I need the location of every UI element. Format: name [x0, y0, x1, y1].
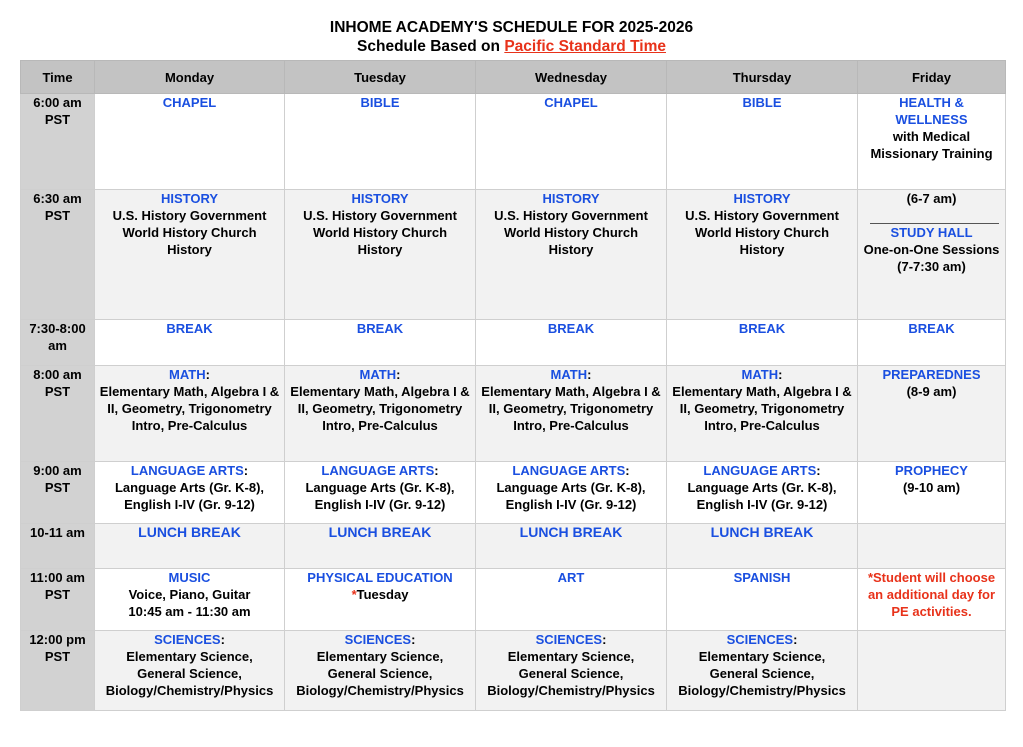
cell-break: BREAK	[95, 320, 285, 366]
cell-title: SCIENCES	[535, 632, 603, 647]
pe-day: Tuesday	[356, 587, 409, 602]
cell-lunch: LUNCH BREAK	[285, 524, 476, 569]
cell-desc: Language Arts (Gr. K-8),	[496, 480, 646, 495]
cell-sciences: SCIENCES: Elementary Science, General Science, Biology/Chemistry/Physics	[285, 631, 476, 711]
cell-desc: Elementary Science,	[698, 649, 826, 664]
subtitle-prefix: Schedule Based on	[357, 38, 505, 55]
cell-math: MATH: Elementary Math, Algebra I & II, Geometry, Trigonometry Intro, Pre-Calculus	[476, 366, 667, 462]
cell-sciences: SCIENCES: Elementary Science, General Science, Biology/Chemistry/Physics	[476, 631, 667, 711]
cell-title: HISTORY	[733, 191, 791, 206]
cell-desc: General Science,	[137, 666, 242, 681]
cell-chapel: CHAPEL	[95, 94, 285, 190]
cell-math: MATH: Elementary Math, Algebra I & II, Geometry, Trigonometry Intro, Pre-Calculus	[667, 366, 858, 462]
cell-desc: U.S. History Government World History Church History	[494, 208, 648, 257]
cell-title: MATH	[359, 367, 397, 382]
cell-desc: One-on-One Sessions	[863, 242, 1000, 257]
cell-desc: Elementary Science,	[507, 649, 635, 664]
cell-physical-education	[285, 569, 476, 631]
cell-title: HISTORY	[351, 191, 409, 206]
cell-title: HEALTH & WELLNESS	[895, 95, 968, 127]
header-wednesday: Wednesday	[476, 61, 667, 94]
cell-math: MATH: Elementary Math, Algebra I & II, Geometry, Trigonometry Intro, Pre-Calculus	[285, 366, 476, 462]
cell-title: LANGUAGE ARTS	[512, 463, 626, 478]
time-cell: 10-11 am	[21, 524, 95, 569]
cell-break: BREAK	[285, 320, 476, 366]
cell-prophecy	[858, 462, 1006, 524]
cell-break: BREAK	[858, 320, 1006, 366]
cell-history	[476, 190, 667, 320]
cell-preparedness	[858, 366, 1006, 462]
cell-chapel: CHAPEL	[476, 94, 667, 190]
cell-title: SCIENCES	[344, 632, 412, 647]
pacific-time-link[interactable]: Pacific Standard Time	[504, 38, 666, 55]
cell-lunch: LUNCH BREAK	[476, 524, 667, 569]
cell-music	[95, 569, 285, 631]
cell-title: LANGUAGE ARTS	[703, 463, 817, 478]
cell-title: MATH	[169, 367, 206, 382]
cell-desc: General Science,	[327, 666, 433, 681]
cell-desc: U.S. History Government World History Church History	[112, 208, 267, 257]
cell-title: PREPAREDNES	[882, 367, 981, 382]
cell-sciences: SCIENCES: Elementary Science, General Science, Biology/Chemistry/Physics	[667, 631, 858, 711]
page-subtitle	[0, 37, 1023, 56]
cell-desc: Biology/Chemistry/Physics	[678, 683, 846, 698]
cell-title: STUDY HALL	[890, 225, 973, 240]
cell-desc: English I-IV (Gr. 9-12)	[505, 497, 637, 512]
header-row	[21, 61, 1006, 94]
cell-break: BREAK	[476, 320, 667, 366]
cell-title: LANGUAGE ARTS	[130, 463, 244, 478]
cell-desc: with Medical Missionary Training	[870, 129, 993, 161]
cell-desc: U.S. History Government World History Church History	[685, 208, 839, 257]
cell-desc	[289, 586, 471, 603]
cell-title: MUSIC	[168, 570, 211, 585]
header-tuesday: Tuesday	[285, 61, 476, 94]
page-title: INHOME ACADEMY'S SCHEDULE FOR 2025-2026	[329, 19, 694, 36]
header-time: Time	[21, 61, 95, 94]
time-cell: 8:00 am PST	[21, 366, 95, 462]
cell-desc: Elementary Math, Algebra I & II, Geometry, Trigonometry Intro, Pre-Calculus	[99, 384, 280, 433]
time-cell: 12:00 pm PST	[21, 631, 95, 711]
cell-history	[95, 190, 285, 320]
cell-art: ART	[476, 569, 667, 631]
cell-title: MATH	[550, 367, 588, 382]
cell-desc: Elementary Math, Algebra I & II, Geometry, Trigonometry Intro, Pre-Calculus	[672, 384, 852, 433]
table-row	[21, 524, 1006, 569]
cell-desc: Language Arts (Gr. K-8),	[687, 480, 837, 495]
time-cell: 7:30-8:00 am	[21, 320, 95, 366]
cell-desc: Voice, Piano, Guitar	[128, 587, 251, 602]
cell-language-arts: LANGUAGE ARTS: Language Arts (Gr. K-8), English I-IV (Gr. 9-12)	[476, 462, 667, 524]
cell-title: HISTORY	[542, 191, 600, 206]
cell-time: (7-7:30 am)	[897, 259, 966, 274]
table-row	[21, 320, 1006, 366]
cell-desc: Elementary Math, Algebra I & II, Geometry, Trigonometry Intro, Pre-Calculus	[290, 384, 470, 433]
time-cell: 9:00 am PST	[21, 462, 95, 524]
cell-time: (6-7 am)	[906, 191, 957, 206]
table-row	[21, 366, 1006, 462]
cell-desc: U.S. History Government World History Church History	[303, 208, 457, 257]
time-cell: 6:30 am PST	[21, 190, 95, 320]
cell-desc: Elementary Science,	[316, 649, 444, 664]
cell-desc: Language Arts (Gr. K-8),	[305, 480, 455, 495]
cell-desc: General Science,	[709, 666, 815, 681]
cell-desc: Biology/Chemistry/Physics	[105, 683, 274, 698]
table-row	[21, 462, 1006, 524]
cell-desc: English I-IV (Gr. 9-12)	[124, 497, 255, 512]
table-row	[21, 569, 1006, 631]
cell-desc: English I-IV (Gr. 9-12)	[696, 497, 828, 512]
cell-language-arts: LANGUAGE ARTS: Language Arts (Gr. K-8), English I-IV (Gr. 9-12)	[667, 462, 858, 524]
table-row	[21, 631, 1006, 711]
cell-break: BREAK	[667, 320, 858, 366]
header-thursday: Thursday	[667, 61, 858, 94]
cell-bible: BIBLE	[667, 94, 858, 190]
cell-spanish: SPANISH	[667, 569, 858, 631]
cell-title: HISTORY	[160, 191, 219, 206]
cell-desc: General Science,	[518, 666, 624, 681]
table-row	[21, 190, 1006, 320]
cell-title: PROPHECY	[895, 463, 968, 478]
cell-time: 10:45 am - 11:30 am	[128, 604, 251, 619]
cell-time: (8-9 am)	[906, 384, 957, 399]
page-header	[0, 0, 1023, 60]
cell-desc: Biology/Chemistry/Physics	[487, 683, 655, 698]
cell-bible: BIBLE	[285, 94, 476, 190]
cell-language-arts: LANGUAGE ARTS: Language Arts (Gr. K-8), English I-IV (Gr. 9-12)	[285, 462, 476, 524]
cell-math: MATH: Elementary Math, Algebra I & II, Geometry, Trigonometry Intro, Pre-Calculus	[95, 366, 285, 462]
cell-desc: Elementary Science,	[126, 649, 253, 664]
cell-study-hall	[858, 190, 1006, 320]
cell-empty	[858, 524, 1006, 569]
cell-sciences: SCIENCES: Elementary Science, General Science, Biology/Chemistry/Physics	[95, 631, 285, 711]
cell-title: SCIENCES	[726, 632, 794, 647]
time-cell: 11:00 am PST	[21, 569, 95, 631]
table-row	[21, 94, 1006, 190]
cell-desc: Elementary Math, Algebra I & II, Geometry, Trigonometry Intro, Pre-Calculus	[481, 384, 661, 433]
cell-history	[667, 190, 858, 320]
time-cell: 6:00 am PST	[21, 94, 95, 190]
cell-desc: Language Arts (Gr. K-8),	[114, 480, 265, 495]
cell-time: (9-10 am)	[902, 480, 961, 495]
cell-pe-note: *Student will choose an additional day for PE activities.	[858, 569, 1006, 631]
header-friday: Friday	[858, 61, 1006, 94]
asterisk: *	[351, 587, 357, 602]
cell-desc: Biology/Chemistry/Physics	[296, 683, 464, 698]
cell-desc: English I-IV (Gr. 9-12)	[314, 497, 446, 512]
schedule-table	[20, 60, 1006, 711]
cell-history	[285, 190, 476, 320]
header-monday: Monday	[95, 61, 285, 94]
cell-title: MATH	[741, 367, 779, 382]
cell-empty	[858, 631, 1006, 711]
cell-lunch: LUNCH BREAK	[95, 524, 285, 569]
cell-title: SCIENCES	[154, 632, 221, 647]
cell-language-arts: LANGUAGE ARTS: Language Arts (Gr. K-8), English I-IV (Gr. 9-12)	[95, 462, 285, 524]
cell-lunch: LUNCH BREAK	[667, 524, 858, 569]
cell-title: PHYSICAL EDUCATION	[307, 570, 453, 585]
cell-health-wellness	[858, 94, 1006, 190]
cell-title: LANGUAGE ARTS	[321, 463, 435, 478]
